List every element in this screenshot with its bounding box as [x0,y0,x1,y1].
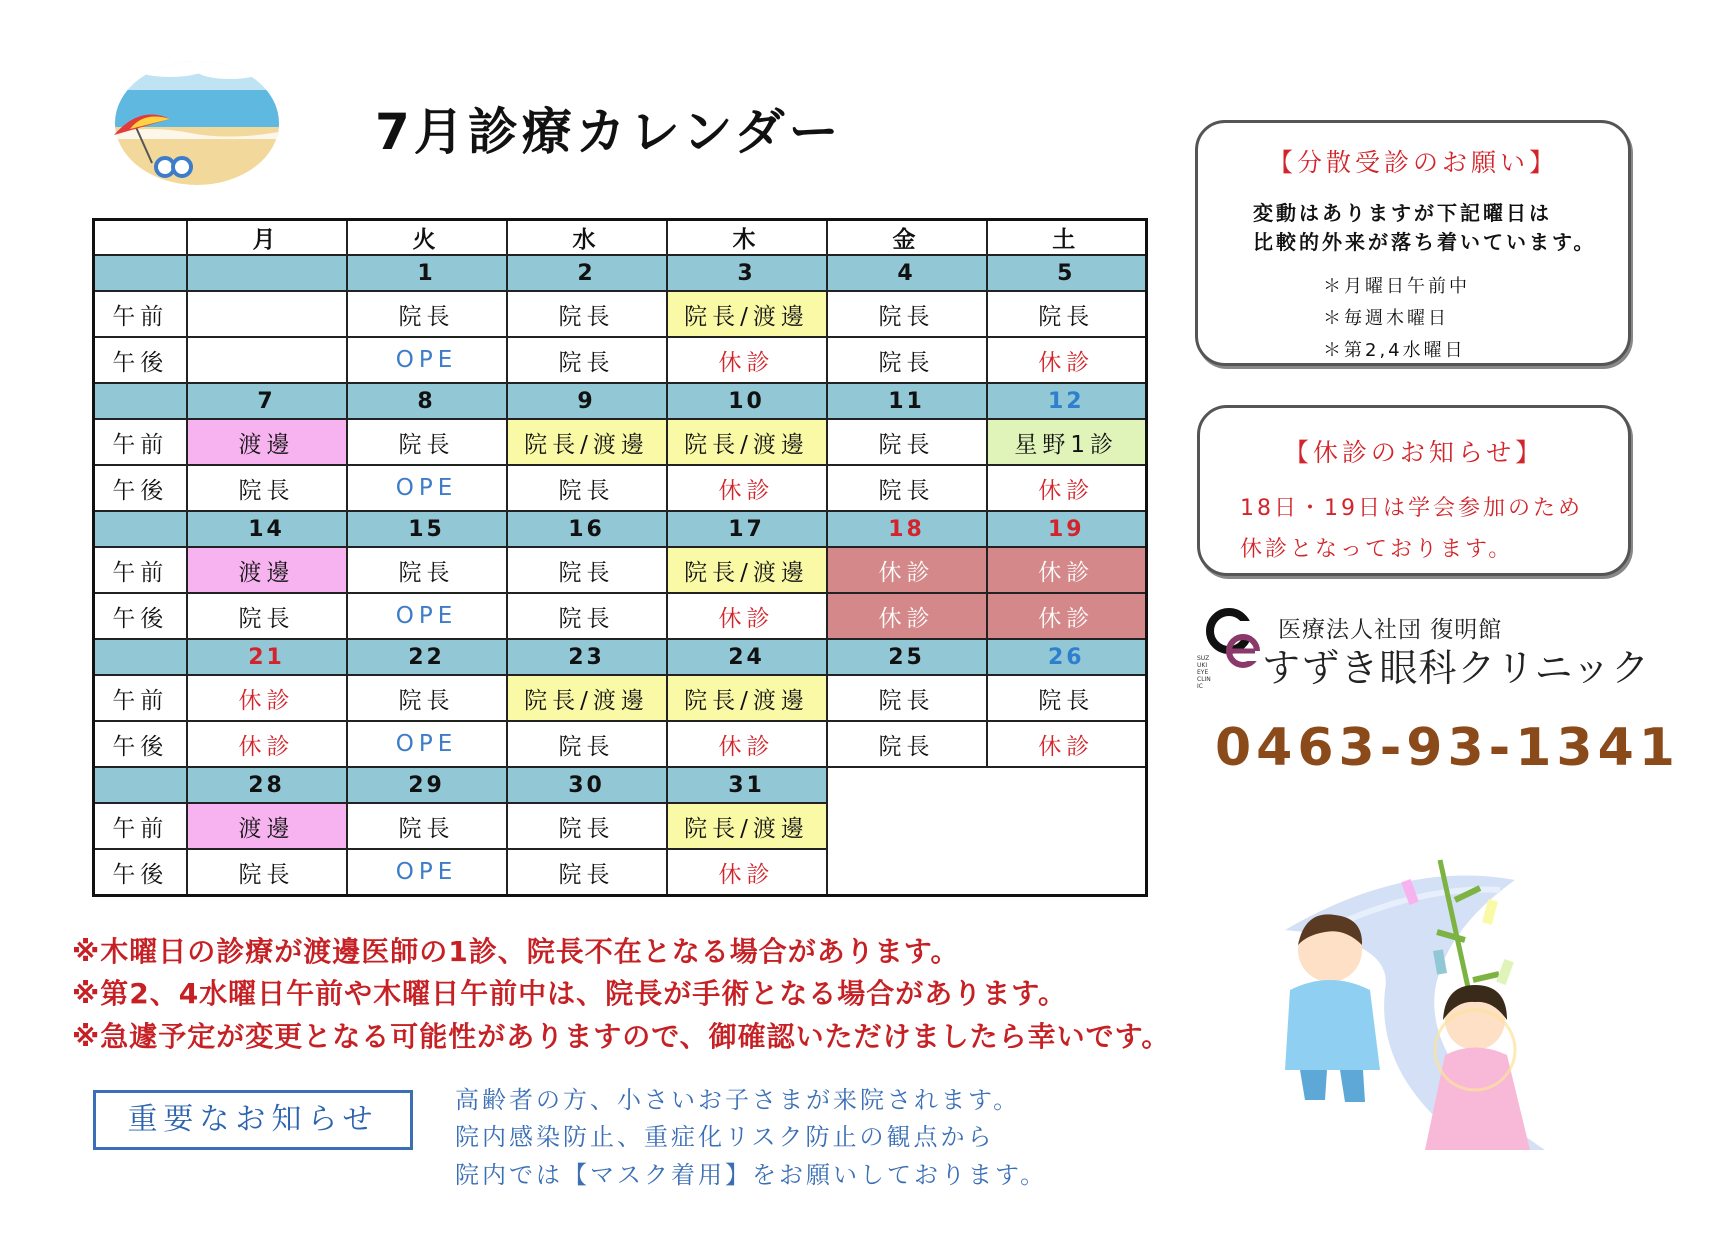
schedule-cell: 休診 [827,593,987,639]
logo-text: SUZUKI EYE CLINIC [1197,655,1211,690]
date-cell: 8 [347,383,507,419]
am-row [94,803,1147,849]
empty-cell [987,849,1147,896]
date-cell: 30 [507,767,667,803]
date-cell: 28 [187,767,347,803]
date-cell: 21 [187,639,347,675]
schedule-cell: 休診 [667,337,827,383]
footnote: ※木曜日の診療が渡邊医師の1診、院長不在となる場合があります。 [72,935,960,968]
date-cell: 5 [987,255,1147,291]
schedule-cell: 院長 [507,291,667,337]
schedule-cell: OPE [347,593,507,639]
schedule-cell: 院長/渡邊 [667,675,827,721]
date-cell [94,383,187,419]
slot-label: 午前 [94,419,187,465]
date-cell: 4 [827,255,987,291]
closure-notice [1197,405,1631,576]
schedule-cell: 院長 [347,419,507,465]
schedule-cell: 院長 [507,337,667,383]
schedule-cell: 院長 [827,419,987,465]
pm-row [94,849,1147,896]
schedule-cell: 休診 [667,593,827,639]
schedule-cell: 休診 [987,721,1147,767]
weekday-header: 木 [667,220,827,256]
pm-row [94,337,1147,383]
am-row [94,547,1147,593]
schedule-cell: 院長 [507,547,667,593]
distributed-visit-notice [1195,120,1631,366]
important-text: 院内感染防止、重症化リスク防止の観点から [455,1123,995,1151]
empty-cell [987,767,1147,803]
schedule-cell: 院長 [347,547,507,593]
date-cell: 7 [187,383,347,419]
schedule-cell: 院長/渡邊 [667,803,827,849]
schedule-cell: 院長 [987,291,1147,337]
schedule-cell: 院長 [827,465,987,511]
schedule-cell: 院長 [347,291,507,337]
notice-bullet: ＊月曜日午前中 [1323,276,1470,297]
schedule-cell: OPE [347,721,507,767]
date-cell: 10 [667,383,827,419]
date-row [94,767,1147,803]
tanabata-icon [1245,840,1590,1160]
empty-cell [827,803,987,849]
date-cell [94,511,187,547]
weekday-header: 月 [187,220,347,256]
date-row [94,511,1147,547]
slot-label: 午前 [94,675,187,721]
slot-label: 午後 [94,465,187,511]
schedule-cell: 院長 [827,337,987,383]
schedule-cell: 院長 [987,675,1147,721]
schedule-cell: 院長 [347,803,507,849]
schedule-cell: 院長 [507,721,667,767]
empty-cell [987,803,1147,849]
am-row [94,291,1147,337]
schedule-cell: 院長/渡邊 [667,547,827,593]
pm-row [94,465,1147,511]
schedule-cell: 渡邊 [187,803,347,849]
schedule-cell: 院長 [507,593,667,639]
schedule-cell: 院長/渡邊 [667,419,827,465]
slot-label: 午後 [94,337,187,383]
date-cell [94,255,187,291]
schedule-cell: 休診 [667,721,827,767]
schedule-cell: 休診 [667,465,827,511]
calendar-table [92,218,1148,897]
page-title: 7月診療カレンダー [375,103,843,161]
weekday-header: 金 [827,220,987,256]
date-cell: 15 [347,511,507,547]
schedule-cell: 渡邊 [187,419,347,465]
notice-text: 休診となっております。 [1240,537,1514,562]
slot-label: 午前 [94,547,187,593]
schedule-cell: 院長 [507,465,667,511]
date-cell: 14 [187,511,347,547]
date-cell: 18 [827,511,987,547]
schedule-cell: 院長/渡邊 [507,675,667,721]
schedule-cell: OPE [347,849,507,896]
important-text: 院内では【マスク着用】をお願いしております。 [455,1161,1048,1189]
schedule-cell: 院長/渡邊 [507,419,667,465]
schedule-cell [187,291,347,337]
schedule-cell: 休診 [827,547,987,593]
schedule-cell: 院長 [187,465,347,511]
date-cell: 24 [667,639,827,675]
footnote: ※第2、4水曜日午前や木曜日午前中は、院長が手術となる場合があります。 [72,977,1067,1010]
slot-label: 午後 [94,593,187,639]
footnote: ※急遽予定が変更となる可能性がありますので、御確認いただけましたら幸いです。 [72,1020,1171,1053]
schedule-cell: 院長 [827,721,987,767]
empty-cell [827,767,987,803]
important-notice-label: 重要なお知らせ [93,1090,413,1150]
date-cell: 26 [987,639,1147,675]
weekday-header-row [94,220,1147,256]
date-cell: 11 [827,383,987,419]
date-cell: 17 [667,511,827,547]
schedule-cell: 星野1診 [987,419,1147,465]
date-cell [187,255,347,291]
notice-bullet: ＊第2,4水曜日 [1323,340,1466,361]
clinic-logo-icon [1205,607,1261,673]
slot-label: 午後 [94,721,187,767]
clinic-name: すずき眼科クリニック [1262,646,1651,690]
date-cell [94,639,187,675]
schedule-cell: 院長 [507,803,667,849]
date-row [94,383,1147,419]
date-cell: 31 [667,767,827,803]
date-cell: 2 [507,255,667,291]
date-cell: 29 [347,767,507,803]
important-text: 高齢者の方、小さいお子さまが来院されます。 [455,1086,1021,1114]
date-cell: 23 [507,639,667,675]
empty-cell [827,849,987,896]
schedule-cell [187,337,347,383]
schedule-cell: 休診 [987,593,1147,639]
date-cell: 3 [667,255,827,291]
schedule-cell: 院長 [187,849,347,896]
schedule-cell: 渡邊 [187,547,347,593]
schedule-cell: 院長/渡邊 [667,291,827,337]
notice-title: 【休診のお知らせ】 [1283,438,1545,467]
schedule-cell: 休診 [187,721,347,767]
date-cell: 19 [987,511,1147,547]
schedule-cell: 院長 [827,291,987,337]
date-cell: 12 [987,383,1147,419]
weekday-header: 土 [987,220,1147,256]
schedule-cell: 休診 [987,465,1147,511]
weekday-header: 火 [347,220,507,256]
am-row [94,675,1147,721]
weekday-header: 水 [507,220,667,256]
schedule-cell: 院長 [827,675,987,721]
date-cell: 9 [507,383,667,419]
slot-label: 午前 [94,803,187,849]
schedule-cell: 院長 [507,849,667,896]
date-cell: 16 [507,511,667,547]
schedule-cell: OPE [347,337,507,383]
beach-icon [110,55,285,185]
schedule-cell: 休診 [987,547,1147,593]
schedule-cell: 院長 [187,593,347,639]
notice-text: 比較的外来が落ち着いています。 [1253,230,1597,254]
schedule-cell: 休診 [987,337,1147,383]
slot-label: 午前 [94,291,187,337]
notice-bullet: ＊毎週木曜日 [1323,308,1449,329]
corner-cell [94,220,187,256]
date-cell: 1 [347,255,507,291]
phone-number: 0463-93-1341 [1215,718,1680,778]
pm-row [94,721,1147,767]
date-row [94,255,1147,291]
notice-text: 18日・19日は学会参加のため [1240,496,1583,521]
date-cell [94,767,187,803]
notice-title: 【分散受診のお願い】 [1267,148,1558,177]
pm-row [94,593,1147,639]
notice-text: 変動はありますが下記曜日は [1253,201,1552,225]
schedule-cell: OPE [347,465,507,511]
schedule-cell: 休診 [187,675,347,721]
schedule-cell: 院長 [347,675,507,721]
slot-label: 午後 [94,849,187,896]
date-cell: 25 [827,639,987,675]
schedule-cell: 休診 [667,849,827,896]
date-cell: 22 [347,639,507,675]
am-row [94,419,1147,465]
date-row [94,639,1147,675]
clinic-org: 医療法人社団 復明館 [1278,617,1503,643]
